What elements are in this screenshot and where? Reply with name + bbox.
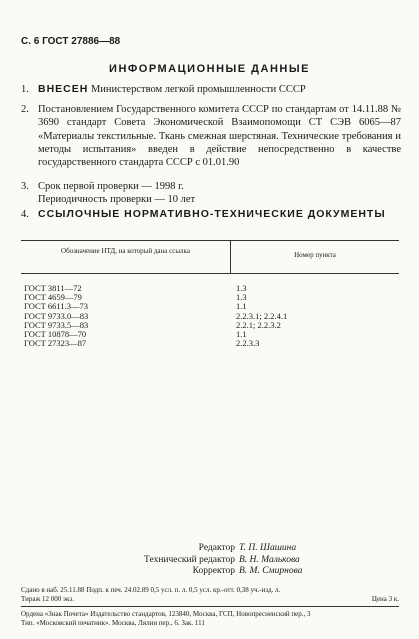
credit-line <box>0 566 419 578</box>
section-3 <box>21 180 401 207</box>
imprint-price: Цена 3 к. <box>371 595 399 603</box>
table-body <box>21 284 399 348</box>
references-table <box>21 240 399 348</box>
table-cell-item: 1.1 <box>236 301 247 312</box>
table-cell-item: 1.3 <box>236 283 247 293</box>
imprint <box>21 586 399 604</box>
table-row <box>21 339 399 348</box>
imprint-line-1: Сдано в наб. 25.11.88 Подп. к печ. 24.02.89 0,5 усл. п. л. 0,5 усл. кр.-отт. 0,38 уч.-изд. л. <box>21 586 281 594</box>
section-1-lead: ВНЕСЕН <box>38 83 89 95</box>
document-title: ИНФОРМАЦИОННЫЕ ДАННЫЕ <box>109 63 310 75</box>
publisher-footer <box>21 610 399 628</box>
publisher-line-1: Ордена «Знак Почета» Издательство стандартов, 123840, Москва, ГСП, Новопресненский пер., 3 <box>21 610 311 618</box>
section-3-line-2: Периодичность проверки — 10 лет <box>38 194 196 206</box>
table-cell-document: ГОСТ 6611.3—73 <box>24 301 88 312</box>
table-cell-item: 2.2.3.3 <box>236 338 260 349</box>
section-4-number: 4. <box>21 209 29 220</box>
section-2 <box>21 103 401 169</box>
table-cell-item: 1.1 <box>236 329 247 340</box>
section-2-number: 2. <box>21 104 29 115</box>
table-cell-document: ГОСТ 4659—79 <box>24 292 82 303</box>
credit-name: Т. П. Шашина <box>239 543 297 553</box>
credits <box>0 543 419 578</box>
credit-role: Редактор <box>198 543 235 553</box>
table-cell-document: ГОСТ 10878—70 <box>24 329 87 340</box>
table-cell-document: ГОСТ 27323—87 <box>24 338 87 349</box>
credit-name: В. М. Смирнова <box>239 566 303 576</box>
credit-name: В. Н. Малькова <box>239 554 300 565</box>
credit-role: Корректор <box>192 566 235 576</box>
table-header-item: Номер пункта <box>294 251 336 259</box>
table-cell-item: 2.2.1; 2.2.3.2 <box>236 319 281 330</box>
table-cell-document: ГОСТ 9733.0—83 <box>24 310 89 321</box>
section-1 <box>21 83 401 96</box>
credit-line <box>0 543 419 555</box>
section-3-line-1: Срок первой проверки — 1998 г. <box>38 181 184 192</box>
table-cell-item: 1.3 <box>236 292 247 303</box>
footer-divider <box>21 606 399 607</box>
section-1-number: 1. <box>21 84 29 95</box>
credit-line <box>0 555 419 567</box>
publisher-line-2: Тип. «Московский печатник». Москва, Лялин пер., 6. Зак. 111 <box>21 619 205 627</box>
table-cell-document: ГОСТ 3811—72 <box>24 283 82 293</box>
table-header-document: Обозначение НТД, на который дана ссылка <box>21 241 231 273</box>
section-4-text: ССЫЛОЧНЫЕ НОРМАТИВНО-ТЕХНИЧЕСКИЕ ДОКУМЕНТЫ <box>38 208 386 220</box>
section-1-text: Министерством легкой промышленности СССР <box>88 84 306 95</box>
section-3-number: 3. <box>21 181 29 192</box>
page-header: С. 6 ГОСТ 27886—88 <box>21 36 121 47</box>
table-cell-item: 2.2.3.1; 2.2.4.1 <box>236 310 288 321</box>
section-2-text: Постановлением Государственного комитета СССР по стандартам от 14.11.88 № 3690 стандарт Совета Экономической Взаимопомощи СТ СЭВ 6065—87 «Материалы текстильные. Ткань смежная шерстяная. Технические требования и методы испытания» введен в действие непосредственно в качестве государственного стандарта СССР с 01.01.90 <box>38 104 401 169</box>
credit-role: Технический редактор <box>144 554 235 565</box>
table-cell-document: ГОСТ 9733.5—83 <box>24 319 89 330</box>
imprint-print-run: Тираж 12 000 экз. <box>21 595 74 603</box>
section-4 <box>21 208 401 221</box>
table-header <box>21 240 399 274</box>
